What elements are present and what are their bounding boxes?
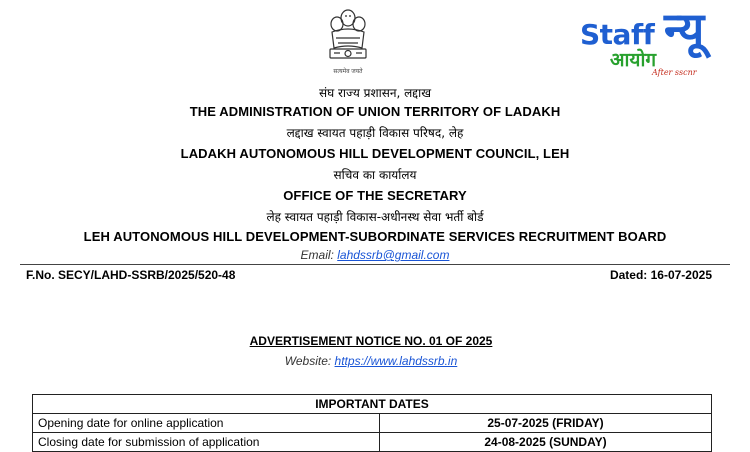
website-line [0,354,742,368]
important-dates-heading: IMPORTANT DATES [33,395,712,414]
state-emblem-icon [322,4,374,70]
board-title: LEH AUTONOMOUS HILL DEVELOPMENT-SUBORDINATE SERVICES RECRUITMENT BOARD [83,229,667,244]
council-title-hindi: लद्दाख स्वायत पहाड़ी विकास परिषद, लेह [286,126,464,140]
website-label: Website: [284,354,332,368]
dated: Dated: 16-07-2025 [609,268,712,282]
staff-nyu-logo [580,2,740,82]
advertisement-title: ADVERTISEMENT NOTICE NO. 01 OF 2025 [249,334,493,348]
important-dates-table [32,394,712,452]
board-title-hindi: लेह स्वायत पहाड़ी विकास-अधीनस्थ सेवा भर्ती बोर्ड [266,210,484,224]
council-title: LADAKH AUTONOMOUS HILL DEVELOPMENT COUNCIL, LEH [180,146,570,161]
table-cell-value: 24-08-2025 (SUNDAY) [380,433,712,452]
office-title: OFFICE OF THE SECRETARY [283,188,467,203]
emblem-caption: सत्यमेव जयते [333,69,363,75]
admin-title: THE ADMINISTRATION OF UNION TERRITORY OF LADAKH [189,104,561,119]
table-cell-label: Opening date for online application [33,414,380,433]
logo-tagline: After sscnr [652,68,697,77]
table-row [33,414,712,433]
email-link[interactable]: lahdssrb@gmail.com [337,248,450,262]
admin-title-hindi: संघ राज्य प्रशासन, लद्दाख [318,86,432,100]
file-number: F.No. SECY/LAHD-SSRB/2025/520-48 [26,268,236,282]
logo-staff-text: Staff [580,18,655,51]
table-cell-label: Closing date for submission of application [33,433,380,452]
website-link[interactable]: https://www.lahdssrb.in [334,354,458,368]
table-cell-value: 25-07-2025 (FRIDAY) [380,414,712,433]
logo-nyu-text: न्यू [664,2,705,56]
header-divider [20,264,730,265]
table-header-row [33,395,712,414]
email-line [0,248,750,262]
email-label: Email: [300,248,334,262]
office-title-hindi: सचिव का कार्यालय [333,168,417,182]
logo-aayog-text: आयोग [610,49,657,71]
table-row [33,433,712,452]
